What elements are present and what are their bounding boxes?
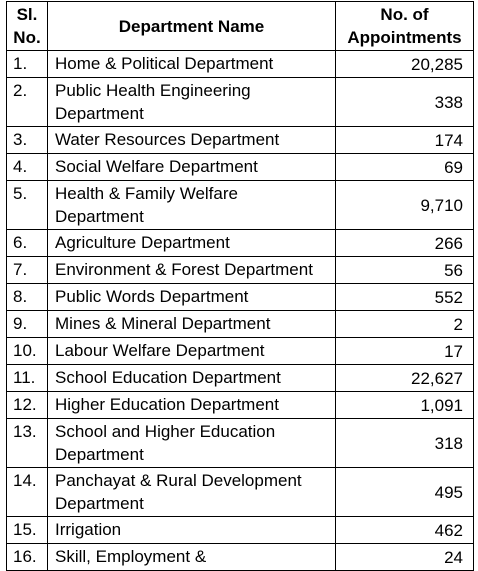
department-name-cell: [48, 284, 336, 311]
department-name-cell: [48, 311, 336, 338]
header-appointments-line-2: Appointments: [347, 28, 462, 47]
table-row: [7, 517, 474, 544]
appointment-count-cell: 17: [336, 338, 474, 365]
table-row: [7, 338, 474, 365]
department-name-cell: [48, 419, 336, 468]
appointment-count-cell: 338: [336, 78, 474, 127]
appointment-count-cell: 1,091: [336, 392, 474, 419]
serial-number-cell: 4.: [7, 154, 48, 181]
table-row: [7, 468, 474, 517]
department-name-line: Department: [55, 104, 144, 123]
table-row: [7, 392, 474, 419]
header-department-name: Department Name: [48, 2, 336, 51]
department-name-cell: [48, 392, 336, 419]
header-row: [7, 2, 474, 51]
appointment-count-cell: 552: [336, 284, 474, 311]
serial-number-cell: 11.: [7, 365, 48, 392]
department-name-cell: [48, 338, 336, 365]
appointment-count-cell: 266: [336, 230, 474, 257]
serial-number-cell: 9.: [7, 311, 48, 338]
department-name-cell: [48, 468, 336, 517]
table-row: [7, 78, 474, 127]
department-name-cell: [48, 78, 336, 127]
header-sl-no: [7, 2, 48, 51]
department-name-line: Public Health Engineering: [55, 81, 251, 100]
serial-number-cell: 7.: [7, 257, 48, 284]
header-sl-line-1: Sl.: [16, 5, 38, 24]
appointments-table: [6, 1, 474, 571]
appointment-count-cell: 69: [336, 154, 474, 181]
serial-number-cell: 16.: [7, 544, 48, 571]
department-name-cell: [48, 517, 336, 544]
department-name-line: Public Words Department: [55, 287, 249, 306]
table-row: [7, 365, 474, 392]
appointment-count-cell: 318: [336, 419, 474, 468]
department-name-line: Higher Education Department: [55, 395, 279, 414]
department-name-cell: [48, 181, 336, 230]
serial-number-cell: 5.: [7, 181, 48, 230]
appointment-count-cell: 9,710: [336, 181, 474, 230]
table-row: [7, 544, 474, 571]
department-name-cell: [48, 365, 336, 392]
department-name-cell: [48, 257, 336, 284]
department-name-line: School and Higher Education: [55, 422, 276, 441]
table-row: [7, 51, 474, 78]
serial-number-cell: 2.: [7, 78, 48, 127]
department-name-cell: [48, 544, 336, 571]
department-name-cell: [48, 154, 336, 181]
department-name-line: Health & Family Welfare: [55, 184, 238, 203]
table-body: [7, 51, 474, 571]
serial-number-cell: 10.: [7, 338, 48, 365]
department-name-line: Water Resources Department: [55, 130, 280, 149]
department-name-line: Panchayat & Rural Development: [55, 471, 302, 490]
department-name-cell: [48, 127, 336, 154]
table-row: [7, 311, 474, 338]
table-row: [7, 181, 474, 230]
serial-number-cell: 15.: [7, 517, 48, 544]
appointment-count-cell: 24: [336, 544, 474, 571]
serial-number-cell: 1.: [7, 51, 48, 78]
header-appointments: [336, 2, 474, 51]
header-appointments-line-1: No. of: [380, 5, 429, 24]
table-row: [7, 154, 474, 181]
department-name-line: Agriculture Department: [55, 233, 230, 252]
department-name-line: School Education Department: [55, 368, 281, 387]
appointments-table-container: [6, 1, 474, 571]
department-name-line: Skill, Employment &: [55, 547, 207, 566]
table-row: [7, 230, 474, 257]
department-name-line: Department: [55, 445, 144, 464]
appointment-count-cell: 2: [336, 311, 474, 338]
department-name-line: Department: [55, 207, 144, 226]
department-name-line: Environment & Forest Department: [55, 260, 313, 279]
department-name-line: Irrigation: [55, 520, 122, 539]
appointment-count-cell: 174: [336, 127, 474, 154]
table-row: [7, 419, 474, 468]
appointment-count-cell: 462: [336, 517, 474, 544]
serial-number-cell: 13.: [7, 419, 48, 468]
table-row: [7, 257, 474, 284]
department-name-line: Home & Political Department: [55, 54, 274, 73]
appointment-count-cell: 20,285: [336, 51, 474, 78]
serial-number-cell: 14.: [7, 468, 48, 517]
department-name-line: Mines & Mineral Department: [55, 314, 271, 333]
appointment-count-cell: 495: [336, 468, 474, 517]
serial-number-cell: 6.: [7, 230, 48, 257]
table-row: [7, 127, 474, 154]
department-name-cell: [48, 230, 336, 257]
table-row: [7, 284, 474, 311]
department-name-line: Labour Welfare Department: [55, 341, 265, 360]
serial-number-cell: 3.: [7, 127, 48, 154]
header-sl-line-2: No.: [13, 28, 41, 47]
department-name-line: Social Welfare Department: [55, 157, 258, 176]
department-name-cell: [48, 51, 336, 78]
appointment-count-cell: 56: [336, 257, 474, 284]
serial-number-cell: 8.: [7, 284, 48, 311]
department-name-line: Department: [55, 494, 144, 513]
serial-number-cell: 12.: [7, 392, 48, 419]
appointment-count-cell: 22,627: [336, 365, 474, 392]
